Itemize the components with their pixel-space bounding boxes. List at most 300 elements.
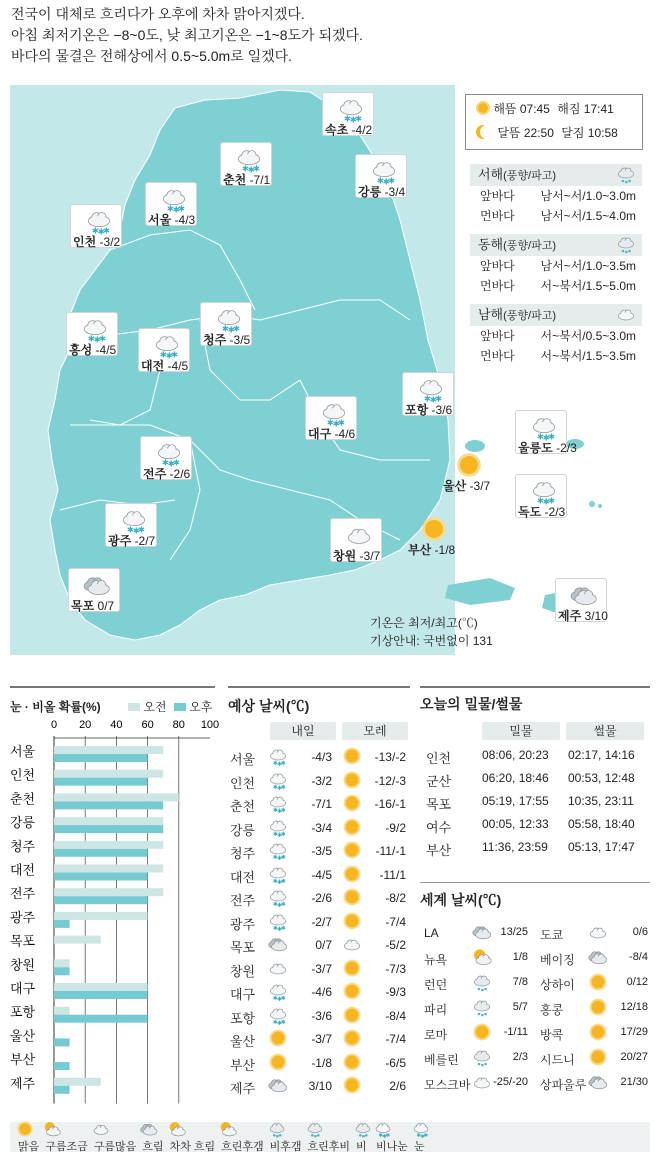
city-weather-card [322, 92, 374, 136]
sea-row-near [470, 326, 642, 346]
city-weather-card [68, 568, 120, 612]
cloud-icon [268, 958, 288, 978]
forecast-dayafter-temp: -8/4 [385, 1008, 406, 1023]
city-name: 청주 [203, 333, 227, 347]
sun-icon [16, 1120, 41, 1138]
svg-text:✱: ✱ [536, 495, 544, 506]
svg-text:✱: ✱ [542, 432, 550, 443]
legend-label: 비 [356, 1141, 367, 1153]
world-city: 뉴욕 [424, 953, 448, 967]
city-label [143, 465, 190, 482]
svg-text:✱: ✱ [280, 830, 286, 838]
legend-item [306, 1120, 353, 1154]
snow-icon [320, 399, 348, 427]
sea-sub: (풍향/파고) [503, 240, 557, 252]
forecast-city: 청주 [230, 846, 256, 861]
overcast-icon [588, 1072, 608, 1092]
sun-icon [342, 911, 362, 931]
forecast-row [228, 840, 408, 863]
sunrise-label: 해뜸 [493, 102, 517, 116]
forecast-row [228, 1005, 408, 1028]
svg-text:✱: ✱ [277, 995, 283, 1003]
svg-text:✱: ✱ [172, 457, 180, 468]
forecast-city: 서울 [230, 752, 256, 767]
city-label [203, 331, 250, 348]
sea-far-label: 먼바다 [480, 279, 515, 293]
sea-near-label: 앞바다 [480, 329, 515, 343]
legend-label: 차차 흐림 [169, 1141, 216, 1153]
svg-text:✱: ✱ [272, 783, 278, 791]
forecast-dayafter-temp: -8/2 [385, 891, 406, 905]
overcast-icon [570, 581, 598, 609]
snow-icon [268, 887, 288, 907]
chart-category-label: 포항 [10, 1004, 36, 1020]
svg-text:✱: ✱ [423, 393, 431, 404]
legend-item [374, 1120, 410, 1154]
headline-line: 바다의 물결은 전해상에서 0.5~5.0m로 일겠다. [11, 48, 293, 64]
svg-text:✱: ✱ [416, 1133, 421, 1140]
snow-icon [530, 413, 558, 441]
forecast-dayafter-temp: -9/3 [385, 985, 406, 999]
svg-text:✱: ✱ [247, 164, 255, 175]
svg-text:✱: ✱ [93, 334, 101, 345]
forecast-city: 창원 [230, 963, 256, 979]
chart-tick-label: 60 [141, 719, 154, 731]
partly-cloudy-icon [43, 1120, 90, 1138]
svg-text:✱: ✱ [354, 113, 362, 124]
svg-text:✱: ✱ [167, 458, 175, 469]
chart-bar-pm [54, 849, 148, 857]
forecast-city: 대전 [230, 869, 256, 885]
world-city: 방콕 [540, 1028, 564, 1042]
forecast-tomorrow-temp: -3/7 [311, 961, 332, 976]
city-weather-card [140, 436, 192, 480]
chart-bar-pm [54, 896, 148, 904]
svg-text:✱: ✱ [272, 760, 278, 767]
legend-label: 눈 [413, 1141, 425, 1153]
sun-icon [342, 1028, 362, 1048]
forecast-dayafter-temp: -7/4 [385, 914, 406, 929]
sea-name: 동해 [478, 237, 504, 252]
svg-text:✱: ✱ [172, 204, 180, 215]
svg-text:✱: ✱ [434, 393, 442, 404]
chart-category-label: 제주 [10, 1075, 36, 1091]
svg-text:✱: ✱ [241, 163, 249, 174]
sun-icon [455, 451, 483, 479]
world-row [420, 947, 652, 971]
chart-bar-am [54, 841, 163, 849]
svg-text:✱: ✱ [277, 1019, 283, 1027]
svg-text:✱: ✱ [326, 417, 334, 428]
land-dokdo [598, 504, 602, 508]
forecast-row [228, 958, 408, 981]
sun-icon [342, 1075, 362, 1095]
city-name: 인천 [73, 235, 97, 249]
legend-am-swatch [128, 703, 140, 711]
city-weather-card [66, 312, 118, 356]
city-temp: -3/7 [359, 549, 381, 563]
svg-text:✱: ✱ [280, 760, 286, 767]
chart-bar-am [54, 793, 179, 801]
svg-text:✱: ✱ [280, 995, 286, 1002]
svg-text:✱: ✱ [272, 807, 278, 814]
chart-bar-am [54, 1078, 101, 1086]
sun-icon [588, 972, 608, 992]
rain-icon [354, 1120, 372, 1138]
partly-cloudy-icon [472, 947, 492, 967]
city-name: 울릉도 [518, 441, 553, 455]
city-name: 강릉 [358, 185, 382, 199]
tide-low: 02:17, 14:16 [568, 748, 635, 762]
svg-text:✱: ✱ [227, 324, 235, 335]
chart-category-label: 인천 [10, 767, 36, 783]
city-weather-card [138, 328, 190, 372]
sea-sub: (풍향/파고) [503, 310, 557, 322]
svg-text:✱: ✱ [277, 901, 283, 909]
chart-tick-label: 40 [110, 719, 123, 731]
city-weather-card [440, 448, 492, 492]
sea-near-label: 앞바다 [480, 189, 515, 203]
chart-category-label: 청주 [10, 838, 36, 854]
svg-text:✱: ✱ [343, 113, 351, 124]
world-city: 런던 [424, 978, 448, 992]
chart-tick-label: 20 [79, 719, 92, 731]
sun-icon [476, 101, 490, 115]
chart-bar-am [54, 865, 163, 873]
city-label [408, 541, 455, 558]
svg-text:✱: ✱ [280, 783, 286, 791]
forecast-city: 제주 [230, 1081, 256, 1096]
snow-icon [268, 840, 288, 860]
city-weather-card [305, 396, 357, 440]
world-temp: 2/3 [512, 1051, 528, 1063]
chart-bar-pm [54, 778, 148, 786]
world-city: 베를린 [424, 1053, 459, 1067]
sea-block [470, 164, 642, 226]
forecast-row [228, 1052, 408, 1075]
world-temp: 7/8 [512, 976, 528, 988]
sea-far-label: 먼바다 [480, 209, 515, 223]
headline-line: 전국이 대체로 흐리다가 오후에 차차 맑아지겠다. [11, 6, 305, 22]
cloud-icon [588, 922, 608, 942]
chart-legend [128, 698, 212, 715]
tide-high: 06:20, 18:46 [482, 771, 549, 785]
svg-text:✱: ✱ [280, 924, 286, 932]
svg-text:✱: ✱ [232, 323, 240, 334]
rain-icon [472, 997, 492, 1017]
city-label [325, 121, 372, 138]
city-weather-card [402, 372, 454, 416]
chart-tick-label: 80 [172, 719, 185, 731]
snow-icon [215, 305, 243, 333]
tide-place: 목포 [426, 797, 452, 812]
forecast-col-tomorrow: 내일 [270, 722, 336, 740]
tide-col-low: 썰물 [566, 722, 644, 740]
world-temp: -25/-20 [493, 1076, 528, 1088]
sea-row-far [470, 206, 642, 226]
legend-item [412, 1120, 430, 1154]
forecast-dayafter-temp: -12/-3 [374, 773, 406, 788]
world-title: 세계 날씨(℃) [420, 892, 502, 908]
tide-title: 오늘의 밀물/썰물 [420, 696, 523, 712]
legend-item [219, 1120, 266, 1154]
chart-bar-am [54, 770, 163, 778]
city-name: 광주 [108, 534, 132, 548]
svg-text:✱: ✱ [91, 225, 99, 236]
moonset-label: 달짐 [561, 126, 585, 140]
world-row [420, 972, 652, 996]
svg-text:✱: ✱ [277, 878, 283, 886]
svg-text:✱: ✱ [280, 877, 286, 885]
forecast-city: 울산 [230, 1034, 256, 1049]
city-weather-card [145, 182, 197, 226]
sea-name: 남해 [478, 307, 504, 322]
sea-near-value: 남서~서/1.0~3.5m [540, 259, 636, 273]
chart-bar-am [54, 959, 70, 967]
sun-icon [342, 1005, 362, 1025]
chart-bar-pm [54, 1062, 70, 1070]
cloud-icon [616, 304, 636, 324]
chart-bar-am [54, 1007, 70, 1015]
snow-icon [268, 981, 288, 1001]
city-weather-card [555, 578, 607, 622]
city-weather-card [105, 503, 157, 547]
city-name: 전주 [143, 467, 167, 481]
city-label [518, 439, 577, 456]
world-city: 로마 [424, 1028, 448, 1042]
chart-tick-label: 0 [50, 719, 58, 731]
chart-bar-pm [54, 873, 148, 881]
sun-icon [342, 793, 362, 813]
forecast-city: 부산 [230, 1057, 256, 1073]
world-row [420, 1022, 652, 1046]
map-notes [370, 614, 493, 650]
forecast-dayafter-temp: -7/4 [385, 1032, 406, 1046]
forecast-row [228, 981, 408, 1004]
svg-text:✱: ✱ [272, 854, 278, 861]
forecast-tomorrow-temp: -3/5 [311, 844, 332, 858]
city-label [558, 607, 608, 624]
forecast-row [228, 1028, 408, 1051]
world-city: 시드니 [540, 1053, 575, 1067]
city-name: 속초 [325, 123, 349, 137]
forecast-row [228, 934, 408, 957]
snow-icon [268, 746, 288, 766]
chart-bar-pm [54, 1038, 70, 1046]
svg-text:✱: ✱ [332, 418, 340, 429]
snow-icon [370, 157, 398, 185]
forecast-city: 포항 [230, 1010, 256, 1026]
chart-category-label: 대구 [10, 981, 36, 996]
legend-pm-swatch [174, 703, 186, 711]
city-temp: 0/7 [97, 599, 115, 613]
city-label [148, 211, 195, 228]
snow-icon [374, 1120, 410, 1138]
sea-far-value: 서~북서/1.5~3.5m [540, 349, 636, 363]
svg-text:✱: ✱ [272, 901, 278, 908]
svg-text:✱: ✱ [547, 495, 555, 506]
svg-text:✱: ✱ [221, 323, 229, 334]
svg-text:✱: ✱ [378, 1133, 383, 1140]
world-city: 홍콩 [540, 1003, 564, 1017]
svg-text:✱: ✱ [429, 394, 437, 405]
city-label [73, 233, 120, 250]
chart-category-label: 목포 [10, 933, 36, 949]
chart-bar-pm [54, 825, 163, 833]
forecast-tomorrow-temp: -4/3 [311, 750, 332, 764]
forecast-row [228, 1075, 408, 1098]
city-name: 대전 [141, 359, 165, 373]
sunset-label: 해짐 [557, 102, 581, 116]
sea-header [470, 234, 642, 256]
city-name: 대구 [308, 427, 332, 441]
city-temp: -3/6 [431, 403, 453, 417]
world-row [420, 922, 652, 946]
chart-bar-am [54, 746, 163, 754]
snow-icon [268, 864, 288, 884]
city-label [141, 357, 188, 374]
snow-icon [81, 315, 109, 343]
city-temp: -3/4 [384, 185, 406, 199]
snow-icon [412, 1120, 430, 1138]
chart-title: 눈 · 비올 확률(%) [10, 700, 101, 714]
sun-icon [342, 817, 362, 837]
sea-row-near [470, 256, 642, 276]
legend-label: 흐림 [142, 1141, 164, 1153]
rain-icon [306, 1120, 353, 1138]
world-city: LA [424, 926, 439, 940]
world-temp: 5/7 [512, 1001, 528, 1013]
city-label [518, 503, 565, 520]
tide-high: 11:36, 23:59 [482, 840, 548, 854]
tide-row [420, 794, 652, 816]
city-weather-card [200, 302, 252, 346]
city-name: 포항 [405, 403, 429, 417]
sea-far-value: 서~북서/1.5~5.0m [540, 279, 636, 293]
forecast-row [228, 746, 408, 769]
world-row [420, 1047, 652, 1071]
tide-high: 08:06, 20:23 [482, 748, 549, 762]
forecast-col-dayafter: 모레 [342, 722, 408, 740]
sea-near-value: 서~북서/0.5~3.0m [540, 329, 636, 343]
svg-text:✱: ✱ [349, 114, 357, 125]
svg-text:✱: ✱ [272, 1018, 278, 1026]
world-city: 모스크바 [424, 1078, 471, 1092]
city-temp: -2/7 [134, 534, 156, 548]
city-label [223, 171, 270, 188]
city-temp: -3/5 [229, 333, 251, 347]
legend-item [16, 1120, 41, 1154]
legend-label: 흐린후비 [307, 1141, 351, 1153]
forecast-row [228, 793, 408, 816]
legend-label: 맑음 [18, 1141, 40, 1153]
sun-icon [342, 864, 362, 884]
sun-icon [420, 515, 448, 543]
rain-icon [268, 1120, 304, 1138]
snow-icon [153, 331, 181, 359]
legend-am-label: 오전 [143, 700, 167, 714]
world-temp: 0/12 [626, 976, 648, 988]
svg-text:✱: ✱ [382, 1133, 387, 1140]
city-label [333, 547, 380, 564]
city-temp: -4/5 [167, 359, 189, 373]
world-temp: -8/4 [629, 951, 648, 963]
snow-icon [155, 439, 183, 467]
forecast-row [228, 887, 408, 910]
forecast-dayafter-temp: -16/-1 [374, 797, 406, 811]
legend-item [140, 1120, 165, 1154]
cloud-icon [92, 1120, 139, 1138]
chart-bar-pm [54, 754, 148, 762]
svg-text:✱: ✱ [159, 349, 167, 360]
sun-icon [342, 840, 362, 860]
forecast-tomorrow-temp: -4/6 [311, 985, 332, 999]
overcast-icon [588, 947, 608, 967]
city-temp: -2/3 [544, 505, 566, 519]
legend-item [168, 1120, 218, 1154]
city-weather-card [355, 154, 407, 198]
sea-near-label: 앞바다 [480, 259, 515, 273]
city-temp: -4/3 [174, 213, 196, 227]
chart-tick-label: 100 [200, 719, 220, 731]
forecast-tomorrow-temp: -3/2 [311, 773, 332, 788]
city-label [69, 341, 116, 358]
sea-row-near [470, 186, 642, 206]
snow-icon [337, 95, 365, 123]
forecast-dayafter-temp: -6/5 [385, 1055, 406, 1070]
forecast-row [228, 770, 408, 793]
forecast-city: 전주 [230, 893, 256, 908]
svg-text:✱: ✱ [387, 175, 395, 186]
city-temp: -4/5 [95, 343, 117, 357]
chart-category-label: 부산 [10, 1052, 36, 1068]
svg-text:✱: ✱ [280, 901, 286, 908]
svg-text:✱: ✱ [272, 924, 278, 932]
city-temp: -3/7 [469, 479, 491, 493]
legend-label: 흐린후갬 [221, 1141, 264, 1153]
tide-place: 인천 [426, 751, 452, 766]
weather-info: 기상안내: 국번없이 131 [370, 634, 493, 648]
forecast-row [228, 864, 408, 887]
rain-icon [472, 972, 492, 992]
chart-category-label: 춘천 [10, 791, 36, 807]
legend-pm-label: 오후 [189, 700, 213, 714]
tide-row [420, 840, 652, 862]
svg-text:✱: ✱ [161, 457, 169, 468]
svg-text:✱: ✱ [423, 1133, 428, 1140]
svg-text:✱: ✱ [132, 525, 140, 536]
sea-sub: (풍향/파고) [503, 170, 557, 182]
svg-text:✱: ✱ [420, 1133, 425, 1140]
tide-col-high: 밀물 [482, 722, 560, 740]
partly-cloudy-icon [168, 1120, 218, 1138]
chart-bar-am [54, 936, 101, 944]
forecast-dayafter-temp: -11/-1 [375, 844, 406, 858]
svg-text:✱: ✱ [126, 524, 134, 535]
city-weather-card [515, 474, 567, 518]
city-temp: -1/8 [434, 543, 456, 557]
city-name: 목포 [71, 599, 95, 613]
sun-icon [588, 1022, 608, 1042]
city-label [308, 425, 355, 442]
city-temp: -2/3 [556, 441, 577, 455]
sunset-time: 17:41 [583, 102, 614, 116]
city-weather-card [330, 518, 382, 562]
chart-bar-pm [54, 1086, 70, 1094]
divider [10, 686, 215, 688]
partly-cloudy-icon [219, 1120, 266, 1138]
moonrise-time: 22:50 [523, 126, 554, 140]
